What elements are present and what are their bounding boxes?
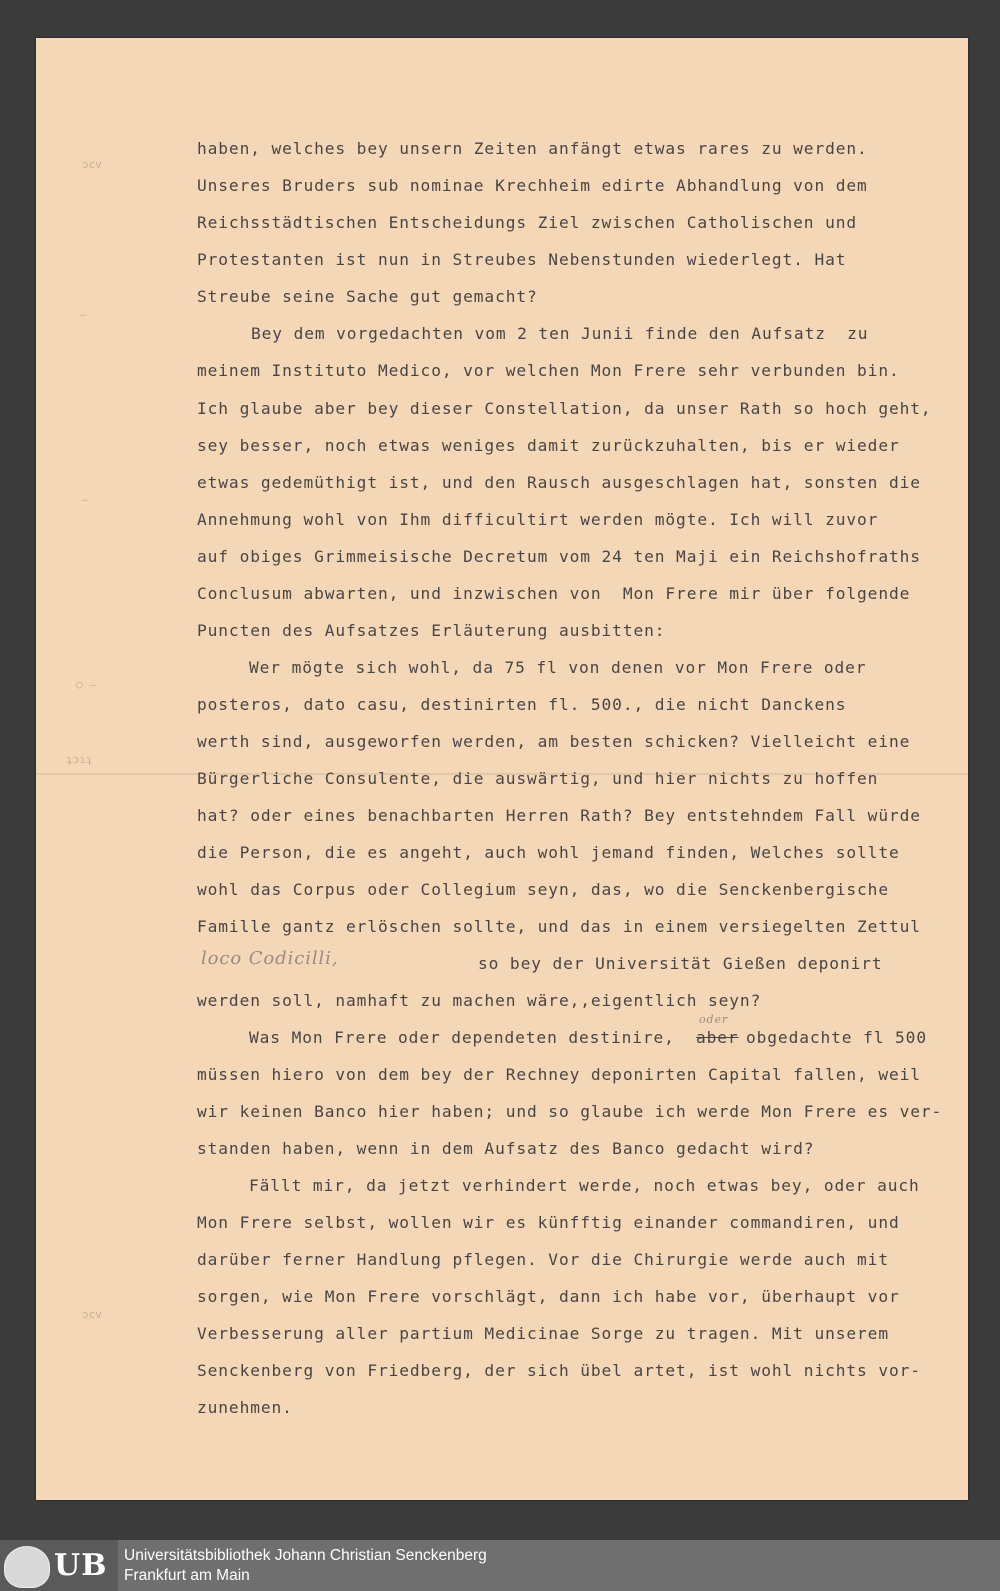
text-line: etwas gedemüthigt ist, und den Rausch ausgeschlagen hat, sonsten die — [197, 473, 921, 492]
text-line: Annehmung wohl von Ihm difficultirt werden mögte. Ich will zuvor — [197, 510, 879, 529]
text-line: Fällt mir, da jetzt verhindert werde, noch etwas bey, oder auch — [249, 1176, 920, 1195]
text-line: zunehmen. — [197, 1398, 293, 1417]
document-page — [36, 38, 968, 1500]
library-name-line1: Universitätsbibliothek Johann Christian Senckenberg — [124, 1547, 487, 1564]
text-line: Unseres Bruders sub nominae Krechheim edirte Abhandlung von dem — [197, 176, 868, 195]
text-line: Bürgerliche Consulente, die auswärtig, und hier nichts zu hoffen — [197, 769, 879, 788]
text-line: so bey der Universität Gießen deponirt — [478, 954, 883, 973]
bleed-through-mark: ʇɔıʇ — [66, 753, 93, 766]
text-line: haben, welches bey unsern Zeiten anfängt etwas rares zu werden. — [197, 139, 868, 158]
text-line: Protestanten ist nun in Streubes Nebenstunden wiederlegt. Hat — [197, 250, 847, 269]
text-line: Reichsstädtischen Entscheidungs Ziel zwischen Catholischen und — [197, 213, 858, 232]
text-line: Mon Frere selbst, wollen wir es künfftig einander commandiren, und — [197, 1213, 900, 1232]
library-name-line2: Frankfurt am Main — [124, 1567, 250, 1584]
text-line: die Person, die es angeht, auch wohl jemand finden, Welches sollte — [197, 843, 900, 862]
text-line: Wer mögte sich wohl, da 75 fl von denen vor Mon Frere oder — [249, 658, 867, 677]
typed-text — [36, 38, 968, 1500]
bleed-through-mark: – — [82, 493, 89, 506]
text-line: obgedachte fl 500 — [746, 1028, 927, 1047]
text-line: Senckenberg von Friedberg, der sich übel artet, ist wohl nichts vor- — [197, 1361, 921, 1380]
footer-bar — [0, 1540, 1000, 1591]
bleed-through-mark: ○ – — [76, 678, 96, 691]
text-line: meinem Instituto Medico, vor welchen Mon Frere sehr verbunden bin. — [197, 361, 900, 380]
library-name — [124, 1546, 487, 1586]
portrait-icon — [4, 1546, 50, 1588]
struck-word: aber — [696, 1028, 739, 1047]
text-line: auf obiges Grimmeisische Decretum vom 24 ten Maji ein Reichshofraths — [197, 547, 921, 566]
bleed-through-mark: ɔcv — [82, 158, 102, 171]
text-line: Streube seine Sache gut gemacht? — [197, 287, 538, 306]
bleed-through-mark: – — [80, 308, 87, 321]
text-line: müssen hiero von dem bey der Rechney deponirten Capital fallen, weil — [197, 1065, 921, 1084]
handwritten-oder: oder — [699, 1013, 729, 1026]
handwritten-loco-codicilli: loco Codicilli, — [201, 948, 339, 969]
text-line: wohl das Corpus oder Collegium seyn, das, wo die Senckenbergische — [197, 880, 889, 899]
text-line: hat? oder eines benachbarten Herren Rath? Bey entstehndem Fall würde — [197, 806, 921, 825]
ub-logo[interactable] — [0, 1540, 118, 1591]
text-line: Conclusum abwarten, und inzwischen von Mon Frere mir über folgende — [197, 584, 911, 603]
text-line: wir keinen Banco hier haben; und so glaube ich werde Mon Frere es ver- — [197, 1102, 943, 1121]
text-line: Famille gantz erlöschen sollte, und das in einem versiegelten Zettul — [197, 917, 921, 936]
text-line: Bey dem vorgedachten vom 2 ten Junii finde den Aufsatz zu — [251, 324, 869, 343]
text-line: sorgen, wie Mon Frere vorschlägt, dann ich habe vor, überhaupt vor — [197, 1287, 900, 1306]
text-line: werden soll, namhaft zu machen wäre,,eigentlich seyn? — [197, 991, 762, 1010]
text-line: posteros, dato casu, destinirten fl. 500., die nicht Danckens — [197, 695, 847, 714]
text-line: Was Mon Frere oder dependeten destinire, — [249, 1028, 675, 1047]
bleed-through-mark: ɔcv — [82, 1308, 102, 1321]
logo-mark: UB — [54, 1548, 108, 1583]
text-line: sey besser, noch etwas weniges damit zurückzuhalten, bis er wieder — [197, 436, 900, 455]
text-line: Verbesserung aller partium Medicinae Sorge zu tragen. Mit unserem — [197, 1324, 889, 1343]
text-line: darüber ferner Handlung pflegen. Vor die Chirurgie werde auch mit — [197, 1250, 889, 1269]
text-line: werth sind, ausgeworfen werden, am besten schicken? Vielleicht eine — [197, 732, 911, 751]
text-line: Puncten des Aufsatzes Erläuterung ausbitten: — [197, 621, 666, 640]
text-line: standen haben, wenn in dem Aufsatz des Banco gedacht wird? — [197, 1139, 815, 1158]
text-line: Ich glaube aber bey dieser Constellation, da unser Rath so hoch geht, — [197, 399, 932, 418]
